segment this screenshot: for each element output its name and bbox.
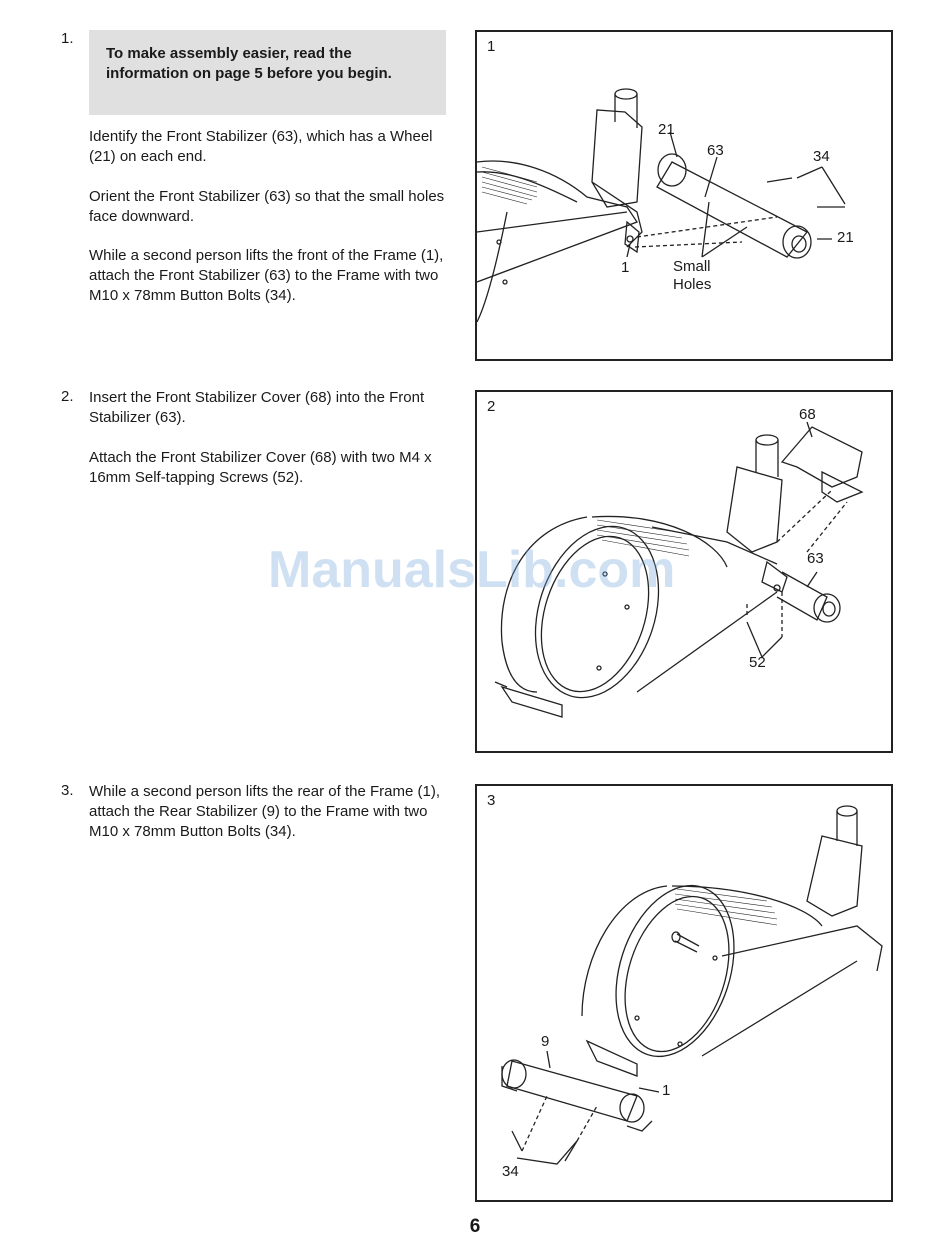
watermark: ManualsLib.com: [268, 541, 676, 599]
step-2-number: 2.: [61, 388, 74, 405]
figure-3-label: 3: [487, 792, 496, 809]
figure-1: [475, 30, 893, 361]
step-1-paragraph-2: Orient the Front Stabilizer (63) so that the small holes face downward.: [89, 188, 445, 225]
figure-1-callout-small: Small: [673, 258, 711, 275]
step-3-paragraph-1: While a second person lifts the rear of the Frame (1), attach the Rear Stabilizer (9) to the Frame with two M10 x 78mm Button Bolts (34).: [89, 783, 440, 840]
figure-3-callout-1: 1: [662, 1082, 671, 1099]
figure-2-label: 2: [487, 398, 496, 415]
figure-3-callout-34: 34: [502, 1163, 519, 1180]
figure-1-callout-21-top: 21: [658, 121, 675, 138]
figure-3-illustration: [477, 786, 891, 1200]
figure-1-callout-21-right: 21: [837, 229, 854, 246]
step-2-paragraph-1: Insert the Front Stabilizer Cover (68) into the Front Stabilizer (63).: [89, 389, 425, 426]
figure-2-callout-68: 68: [799, 406, 816, 423]
figure-3-callout-9: 9: [541, 1033, 550, 1050]
figure-1-callout-34: 34: [813, 148, 830, 165]
figure-1-label: 1: [487, 38, 496, 55]
page-number: 6: [469, 1216, 481, 1237]
figure-2-callout-52: 52: [749, 654, 766, 671]
step-1-note: To make assembly easier, read the information on page 5 before you begin.: [89, 30, 446, 115]
step-1-number: 1.: [61, 30, 74, 47]
step-3-number: 3.: [61, 782, 74, 799]
figure-3: [475, 784, 893, 1202]
step-2-paragraph-2: Attach the Front Stabilizer Cover (68) with two M4 x 16mm Self-tapping Screws (52).: [89, 449, 432, 486]
step-1-paragraph-1: Identify the Front Stabilizer (63), which has a Wheel (21) on each end.: [89, 128, 433, 165]
figure-2-callout-63: 63: [807, 550, 824, 567]
figure-1-callout-1: 1: [621, 259, 630, 276]
figure-1-illustration: [477, 32, 891, 359]
figure-1-callout-holes: Holes: [673, 276, 712, 293]
step-1-paragraph-3: While a second person lifts the front of the Frame (1), attach the Front Stabilizer (63) to the Frame with two M10 x 78mm Button Bolts (34).: [89, 247, 444, 304]
figure-1-callout-63: 63: [707, 142, 724, 159]
